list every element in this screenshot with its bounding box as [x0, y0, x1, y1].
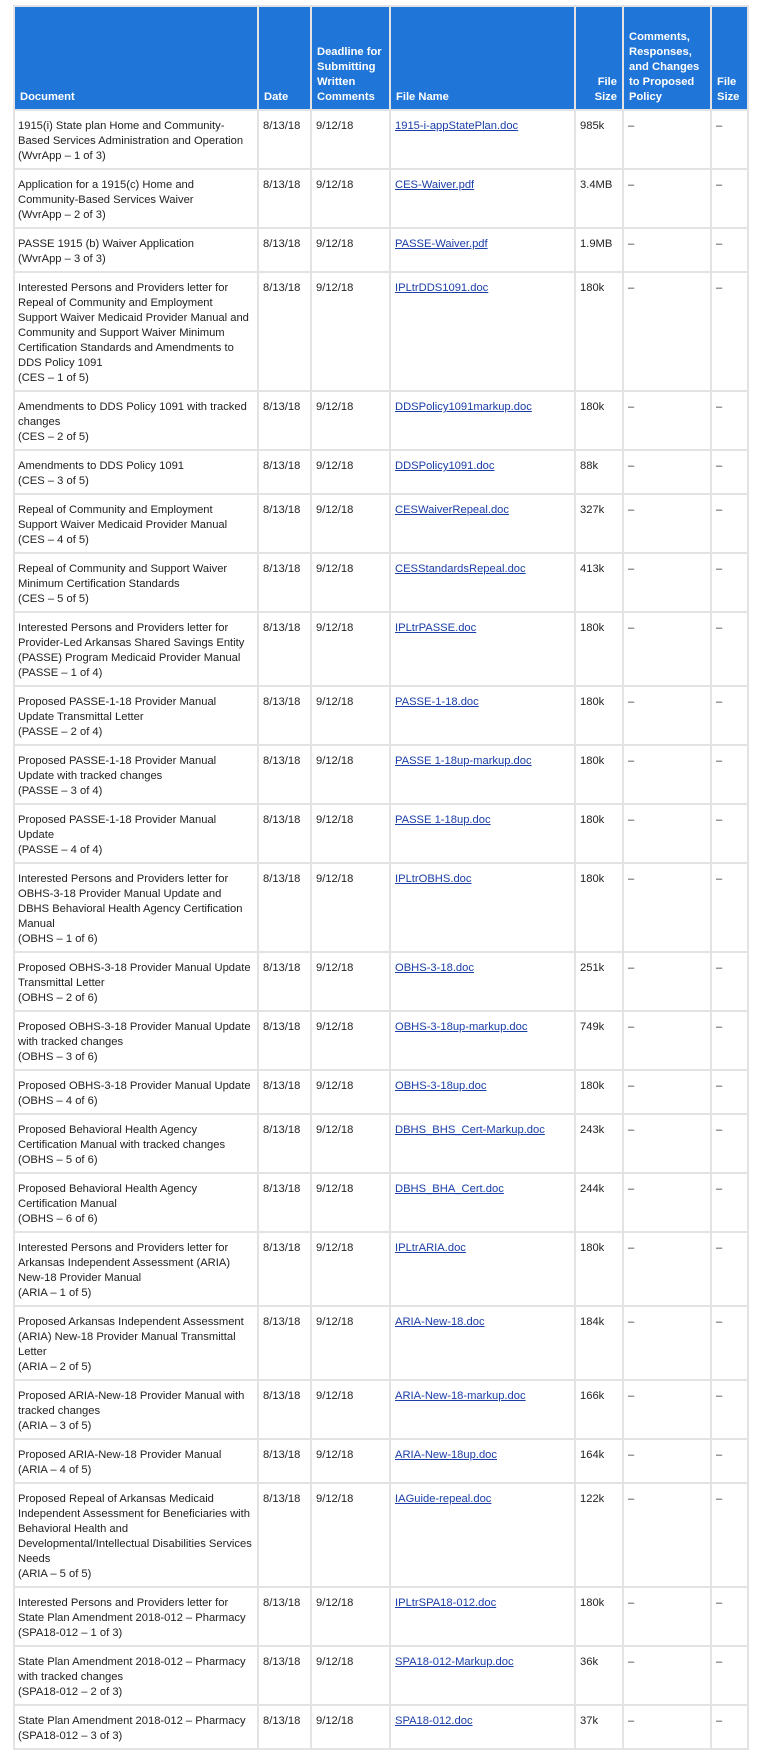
document-title	[14, 494, 258, 553]
comments-cell: –	[623, 1380, 711, 1439]
deadline-cell: 9/12/18	[311, 272, 390, 391]
file-name-cell	[390, 1587, 575, 1646]
document-title	[14, 1439, 258, 1483]
deadline-cell: 9/12/18	[311, 612, 390, 686]
document-description: Proposed Behavioral Health Agency Certification Manual with tracked changes	[18, 1124, 226, 1151]
deadline-cell: 9/12/18	[311, 1232, 390, 1306]
file-size-2-cell: –	[711, 391, 748, 450]
file-name-cell	[390, 1380, 575, 1439]
document-description: Interested Persons and Providers letter for State Plan Amendment 2018-012 – Pharmacy	[18, 1597, 246, 1624]
comments-cell: –	[623, 272, 711, 391]
document-series: (CES – 1 of 5)	[18, 372, 89, 384]
document-description: State Plan Amendment 2018-012 – Pharmacy	[18, 1715, 246, 1727]
comments-cell: –	[623, 1705, 711, 1749]
file-name-cell	[390, 110, 575, 169]
file-size-cell: 37k	[575, 1705, 623, 1749]
table-row	[14, 1114, 748, 1173]
document-description: Proposed Repeal of Arkansas Medicaid Independent Assessment for Beneficiaries with Behavioral Health and Developmental/Intellectual Disabilities Services Needs	[18, 1493, 252, 1565]
file-link[interactable]: IPLtrDDS1091.doc	[395, 282, 489, 294]
file-size-2-cell: –	[711, 1587, 748, 1646]
comments-cell: –	[623, 450, 711, 494]
date-cell: 8/13/18	[258, 1306, 311, 1380]
file-name-cell	[390, 1705, 575, 1749]
file-link[interactable]: CESWaiverRepeal.doc	[395, 504, 509, 516]
comments-cell: –	[623, 110, 711, 169]
document-series: (OBHS – 5 of 6)	[18, 1154, 98, 1166]
table-row	[14, 1646, 748, 1705]
file-link[interactable]: ARIA-New-18-markup.doc	[395, 1390, 526, 1402]
document-title	[14, 1587, 258, 1646]
comments-cell: –	[623, 169, 711, 228]
documents-table	[13, 5, 749, 1750]
document-title	[14, 686, 258, 745]
date-cell: 8/13/18	[258, 494, 311, 553]
document-title	[14, 1306, 258, 1380]
document-title	[14, 553, 258, 612]
file-link[interactable]: CES-Waiver.pdf	[395, 179, 475, 191]
file-name-cell	[390, 272, 575, 391]
file-link[interactable]: SPA18-012.doc	[395, 1715, 473, 1727]
deadline-cell: 9/12/18	[311, 1070, 390, 1114]
date-cell: 8/13/18	[258, 169, 311, 228]
document-series: (SPA18-012 – 3 of 3)	[18, 1730, 123, 1742]
file-link[interactable]: OBHS-3-18up-markup.doc	[395, 1021, 528, 1033]
file-size-cell: 985k	[575, 110, 623, 169]
file-size-cell: 243k	[575, 1114, 623, 1173]
file-link[interactable]: DBHS_BHS_Cert-Markup.doc	[395, 1124, 545, 1136]
document-series: (OBHS – 6 of 6)	[18, 1213, 98, 1225]
file-name-cell	[390, 1011, 575, 1070]
file-size-cell: 122k	[575, 1483, 623, 1587]
comments-cell: –	[623, 612, 711, 686]
comments-cell: –	[623, 1114, 711, 1173]
file-size-2-cell: –	[711, 228, 748, 272]
document-description: Repeal of Community and Support Waiver Minimum Certification Standards	[18, 563, 228, 590]
file-link[interactable]: IPLtrPASSE.doc	[395, 622, 477, 634]
document-description: Proposed PASSE-1-18 Provider Manual Update with tracked changes	[18, 755, 217, 782]
file-link[interactable]: OBHS-3-18.doc	[395, 962, 474, 974]
table-row	[14, 686, 748, 745]
document-title	[14, 863, 258, 952]
file-size-cell: 184k	[575, 1306, 623, 1380]
file-size-2-cell: –	[711, 272, 748, 391]
table-row	[14, 1705, 748, 1749]
file-size-2-cell: –	[711, 494, 748, 553]
date-cell: 8/13/18	[258, 686, 311, 745]
document-series: (OBHS – 4 of 6)	[18, 1095, 98, 1107]
file-size-2-cell: –	[711, 169, 748, 228]
file-name-cell	[390, 804, 575, 863]
file-size-cell: 36k	[575, 1646, 623, 1705]
document-title	[14, 450, 258, 494]
deadline-cell: 9/12/18	[311, 1011, 390, 1070]
file-size-2-cell: –	[711, 553, 748, 612]
file-size-cell: 3.4MB	[575, 169, 623, 228]
date-cell: 8/13/18	[258, 1173, 311, 1232]
document-title	[14, 1011, 258, 1070]
header-document: Document	[14, 6, 258, 110]
comments-cell: –	[623, 745, 711, 804]
comments-cell: –	[623, 1587, 711, 1646]
document-description: Application for a 1915(c) Home and Community-Based Services Waiver	[18, 179, 194, 206]
table-row	[14, 745, 748, 804]
table-row	[14, 1439, 748, 1483]
file-size-cell: 413k	[575, 553, 623, 612]
document-description: Interested Persons and Providers letter for OBHS-3-18 Provider Manual Update and DBHS Behavioral Health Agency Certification Manual	[18, 873, 243, 930]
table-body	[14, 110, 748, 1749]
document-series: (PASSE – 1 of 4)	[18, 667, 103, 679]
file-link[interactable]: ARIA-New-18.doc	[395, 1316, 485, 1328]
date-cell: 8/13/18	[258, 1070, 311, 1114]
document-title	[14, 612, 258, 686]
file-link[interactable]: DBHS_BHA_Cert.doc	[395, 1183, 504, 1195]
deadline-cell: 9/12/18	[311, 553, 390, 612]
comments-cell: –	[623, 1232, 711, 1306]
document-description: PASSE 1915 (b) Waiver Application	[18, 238, 194, 250]
comments-cell: –	[623, 1439, 711, 1483]
header-comments: Comments, Responses, and Changes to Proposed Policy	[623, 6, 711, 110]
document-description: State Plan Amendment 2018-012 – Pharmacy with tracked changes	[18, 1656, 246, 1683]
table-row	[14, 110, 748, 169]
file-name-cell	[390, 228, 575, 272]
document-description: Proposed OBHS-3-18 Provider Manual Update	[18, 1080, 251, 1092]
document-series: (WvrApp – 2 of 3)	[18, 209, 106, 221]
document-description: 1915(i) State plan Home and Community-Based Services Administration and Operation	[18, 120, 244, 147]
document-series: (WvrApp – 1 of 3)	[18, 150, 106, 162]
document-description: Interested Persons and Providers letter for Arkansas Independent Assessment (ARIA) New-18 Provider Manual	[18, 1242, 231, 1284]
document-series: (OBHS – 2 of 6)	[18, 992, 98, 1004]
document-series: (CES – 4 of 5)	[18, 534, 89, 546]
deadline-cell: 9/12/18	[311, 1705, 390, 1749]
document-description: Proposed PASSE-1-18 Provider Manual Update Transmittal Letter	[18, 696, 217, 723]
file-name-cell	[390, 553, 575, 612]
deadline-cell: 9/12/18	[311, 494, 390, 553]
file-name-cell	[390, 745, 575, 804]
comments-cell: –	[623, 952, 711, 1011]
document-title	[14, 228, 258, 272]
document-description: Proposed ARIA-New-18 Provider Manual	[18, 1449, 222, 1461]
comments-cell: –	[623, 1173, 711, 1232]
file-size-cell: 244k	[575, 1173, 623, 1232]
file-name-cell	[390, 612, 575, 686]
document-series: (CES – 3 of 5)	[18, 475, 89, 487]
table-row	[14, 553, 748, 612]
date-cell: 8/13/18	[258, 804, 311, 863]
file-size-2-cell: –	[711, 110, 748, 169]
deadline-cell: 9/12/18	[311, 1380, 390, 1439]
date-cell: 8/13/18	[258, 1380, 311, 1439]
file-link[interactable]: IPLtrOBHS.doc	[395, 873, 472, 885]
file-size-cell: 1.9MB	[575, 228, 623, 272]
date-cell: 8/13/18	[258, 228, 311, 272]
file-name-cell	[390, 1114, 575, 1173]
document-title	[14, 272, 258, 391]
document-description: Repeal of Community and Employment Support Waiver Medicaid Provider Manual	[18, 504, 228, 531]
document-series: (WvrApp – 3 of 3)	[18, 253, 106, 265]
file-link[interactable]: OBHS-3-18up.doc	[395, 1080, 487, 1092]
comments-cell: –	[623, 1070, 711, 1114]
header-deadline: Deadline for Submitting Written Comments	[311, 6, 390, 110]
file-size-2-cell: –	[711, 1011, 748, 1070]
document-description: Proposed OBHS-3-18 Provider Manual Update with tracked changes	[18, 1021, 251, 1048]
deadline-cell: 9/12/18	[311, 952, 390, 1011]
table-row	[14, 450, 748, 494]
comments-cell: –	[623, 391, 711, 450]
deadline-cell: 9/12/18	[311, 1439, 390, 1483]
file-size-cell: 166k	[575, 1380, 623, 1439]
document-series: (ARIA – 2 of 5)	[18, 1361, 92, 1373]
table-row	[14, 863, 748, 952]
date-cell: 8/13/18	[258, 863, 311, 952]
file-name-cell	[390, 494, 575, 553]
deadline-cell: 9/12/18	[311, 391, 390, 450]
document-title	[14, 110, 258, 169]
document-series: (SPA18-012 – 1 of 3)	[18, 1627, 123, 1639]
deadline-cell: 9/12/18	[311, 1306, 390, 1380]
document-series: (PASSE – 2 of 4)	[18, 726, 103, 738]
date-cell: 8/13/18	[258, 1114, 311, 1173]
table-row	[14, 1587, 748, 1646]
file-name-cell	[390, 169, 575, 228]
document-title	[14, 1232, 258, 1306]
document-series: (PASSE – 3 of 4)	[18, 785, 103, 797]
deadline-cell: 9/12/18	[311, 1173, 390, 1232]
file-link[interactable]: DDSPolicy1091.doc	[395, 460, 495, 472]
file-size-cell: 749k	[575, 1011, 623, 1070]
table-row	[14, 612, 748, 686]
file-size-cell: 180k	[575, 1070, 623, 1114]
document-title	[14, 169, 258, 228]
document-description: Amendments to DDS Policy 1091 with tracked changes	[18, 401, 247, 428]
document-description: Proposed Behavioral Health Agency Certification Manual	[18, 1183, 198, 1210]
comments-cell: –	[623, 1483, 711, 1587]
file-size-cell: 180k	[575, 1232, 623, 1306]
file-name-cell	[390, 1070, 575, 1114]
table-row	[14, 228, 748, 272]
date-cell: 8/13/18	[258, 1705, 311, 1749]
header-file-size-2: File Size	[711, 6, 748, 110]
document-title	[14, 1114, 258, 1173]
file-link[interactable]: PASSE-1-18.doc	[395, 696, 479, 708]
header-date: Date	[258, 6, 311, 110]
table-row	[14, 1380, 748, 1439]
document-title	[14, 1646, 258, 1705]
table-row	[14, 952, 748, 1011]
document-title	[14, 952, 258, 1011]
deadline-cell: 9/12/18	[311, 745, 390, 804]
document-series: (OBHS – 1 of 6)	[18, 933, 98, 945]
document-description: Proposed OBHS-3-18 Provider Manual Update Transmittal Letter	[18, 962, 251, 989]
table-row	[14, 1011, 748, 1070]
deadline-cell: 9/12/18	[311, 686, 390, 745]
document-series: (ARIA – 3 of 5)	[18, 1420, 92, 1432]
document-description: Proposed ARIA-New-18 Provider Manual with tracked changes	[18, 1390, 245, 1417]
date-cell: 8/13/18	[258, 110, 311, 169]
file-link[interactable]: IAGuide-repeal.doc	[395, 1493, 492, 1505]
file-size-cell: 180k	[575, 1587, 623, 1646]
date-cell: 8/13/18	[258, 1439, 311, 1483]
table-row	[14, 169, 748, 228]
deadline-cell: 9/12/18	[311, 228, 390, 272]
document-description: Proposed PASSE-1-18 Provider Manual Update	[18, 814, 217, 841]
file-size-2-cell: –	[711, 1114, 748, 1173]
document-series: (ARIA – 4 of 5)	[18, 1464, 92, 1476]
document-title	[14, 391, 258, 450]
deadline-cell: 9/12/18	[311, 863, 390, 952]
table-row	[14, 494, 748, 553]
file-link[interactable]: IPLtrARIA.doc	[395, 1242, 466, 1254]
header-file-size: File Size	[575, 6, 623, 110]
file-size-2-cell: –	[711, 745, 748, 804]
file-link[interactable]: CESStandardsRepeal.doc	[395, 563, 526, 575]
file-name-cell	[390, 952, 575, 1011]
deadline-cell: 9/12/18	[311, 1483, 390, 1587]
file-size-2-cell: –	[711, 1483, 748, 1587]
file-name-cell	[390, 1232, 575, 1306]
file-size-cell: 180k	[575, 804, 623, 863]
file-link[interactable]: SPA18-012-Markup.doc	[395, 1656, 514, 1668]
date-cell: 8/13/18	[258, 553, 311, 612]
file-size-2-cell: –	[711, 1232, 748, 1306]
date-cell: 8/13/18	[258, 391, 311, 450]
document-series: (CES – 2 of 5)	[18, 431, 89, 443]
file-size-cell: 180k	[575, 272, 623, 391]
document-series: (ARIA – 5 of 5)	[18, 1568, 92, 1580]
deadline-cell: 9/12/18	[311, 1587, 390, 1646]
document-title	[14, 1705, 258, 1749]
file-link[interactable]: DDSPolicy1091markup.doc	[395, 401, 532, 413]
document-description: Interested Persons and Providers letter for Provider-Led Arkansas Shared Savings Entity (PASSE) Program Medicaid Provider Manual	[18, 622, 245, 664]
comments-cell: –	[623, 1306, 711, 1380]
document-series: (OBHS – 3 of 6)	[18, 1051, 98, 1063]
document-series: (PASSE – 4 of 4)	[18, 844, 103, 856]
table-row	[14, 1483, 748, 1587]
file-size-2-cell: –	[711, 1646, 748, 1705]
comments-cell: –	[623, 228, 711, 272]
file-link[interactable]: 1915-i-appStatePlan.doc	[395, 120, 519, 132]
file-link[interactable]: PASSE 1-18up.doc	[395, 814, 491, 826]
file-size-2-cell: –	[711, 1439, 748, 1483]
file-link[interactable]: IPLtrSPA18-012.doc	[395, 1597, 497, 1609]
date-cell: 8/13/18	[258, 1483, 311, 1587]
file-size-cell: 327k	[575, 494, 623, 553]
file-size-cell: 180k	[575, 612, 623, 686]
document-title	[14, 1380, 258, 1439]
document-title	[14, 1173, 258, 1232]
comments-cell: –	[623, 553, 711, 612]
document-title	[14, 745, 258, 804]
file-size-2-cell: –	[711, 804, 748, 863]
comments-cell: –	[623, 863, 711, 952]
deadline-cell: 9/12/18	[311, 1114, 390, 1173]
file-size-cell: 180k	[575, 745, 623, 804]
document-title	[14, 1070, 258, 1114]
document-description: Proposed Arkansas Independent Assessment (ARIA) New-18 Provider Manual Transmittal Letter	[18, 1316, 244, 1358]
date-cell: 8/13/18	[258, 1011, 311, 1070]
date-cell: 8/13/18	[258, 1232, 311, 1306]
file-size-2-cell: –	[711, 686, 748, 745]
table-row	[14, 1070, 748, 1114]
date-cell: 8/13/18	[258, 745, 311, 804]
table-row	[14, 1306, 748, 1380]
deadline-cell: 9/12/18	[311, 804, 390, 863]
document-series: (SPA18-012 – 2 of 3)	[18, 1686, 123, 1698]
table-header	[14, 6, 748, 110]
table-row	[14, 272, 748, 391]
file-size-2-cell: –	[711, 1070, 748, 1114]
comments-cell: –	[623, 1646, 711, 1705]
table-row	[14, 1232, 748, 1306]
file-size-2-cell: –	[711, 952, 748, 1011]
file-size-2-cell: –	[711, 612, 748, 686]
file-name-cell	[390, 1483, 575, 1587]
comments-cell: –	[623, 686, 711, 745]
comments-cell: –	[623, 494, 711, 553]
document-title	[14, 1483, 258, 1587]
comments-cell: –	[623, 1011, 711, 1070]
file-name-cell	[390, 450, 575, 494]
date-cell: 8/13/18	[258, 272, 311, 391]
file-size-cell: 88k	[575, 450, 623, 494]
file-size-2-cell: –	[711, 1306, 748, 1380]
deadline-cell: 9/12/18	[311, 110, 390, 169]
file-name-cell	[390, 1439, 575, 1483]
document-series: (ARIA – 1 of 5)	[18, 1287, 92, 1299]
file-link[interactable]: PASSE 1-18up-markup.doc	[395, 755, 532, 767]
file-link[interactable]: ARIA-New-18up.doc	[395, 1449, 497, 1461]
file-size-cell: 180k	[575, 391, 623, 450]
table-row	[14, 804, 748, 863]
file-size-2-cell: –	[711, 1380, 748, 1439]
date-cell: 8/13/18	[258, 1646, 311, 1705]
date-cell: 8/13/18	[258, 952, 311, 1011]
document-title	[14, 804, 258, 863]
deadline-cell: 9/12/18	[311, 169, 390, 228]
file-name-cell	[390, 391, 575, 450]
document-description: Interested Persons and Providers letter for Repeal of Community and Employment Support Waiver Medicaid Provider Manual and Community and Support Waiver Minimum Certification Standards and Amendments to DDS Policy 1091	[18, 282, 249, 369]
file-size-cell: 251k	[575, 952, 623, 1011]
table-row	[14, 1173, 748, 1232]
file-name-cell	[390, 686, 575, 745]
table-row	[14, 391, 748, 450]
file-name-cell	[390, 1173, 575, 1232]
date-cell: 8/13/18	[258, 612, 311, 686]
date-cell: 8/13/18	[258, 1587, 311, 1646]
file-name-cell	[390, 1646, 575, 1705]
file-name-cell	[390, 1306, 575, 1380]
file-size-2-cell: –	[711, 1173, 748, 1232]
file-size-cell: 164k	[575, 1439, 623, 1483]
file-link[interactable]: PASSE-Waiver.pdf	[395, 238, 488, 250]
date-cell: 8/13/18	[258, 450, 311, 494]
file-size-cell: 180k	[575, 863, 623, 952]
file-size-2-cell: –	[711, 450, 748, 494]
file-size-2-cell: –	[711, 863, 748, 952]
document-description: Amendments to DDS Policy 1091	[18, 460, 185, 472]
file-size-2-cell: –	[711, 1705, 748, 1749]
header-file-name: File Name	[390, 6, 575, 110]
file-size-cell: 180k	[575, 686, 623, 745]
comments-cell: –	[623, 804, 711, 863]
document-series: (CES – 5 of 5)	[18, 593, 89, 605]
deadline-cell: 9/12/18	[311, 450, 390, 494]
file-name-cell	[390, 863, 575, 952]
deadline-cell: 9/12/18	[311, 1646, 390, 1705]
